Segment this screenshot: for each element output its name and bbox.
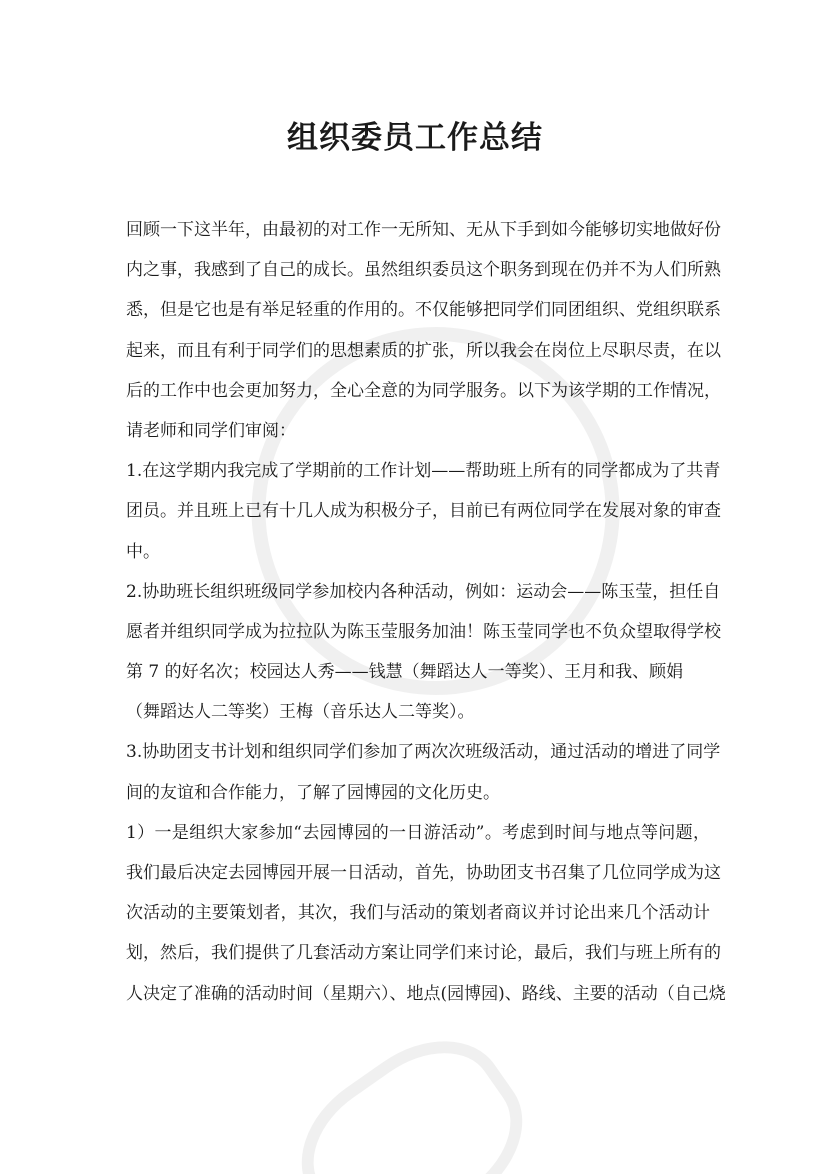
body-line: 2.协助班长组织班级同学参加校内各种活动，例如：运动会——陈玉莹，担任自: [126, 581, 721, 602]
document-title: 组织委员工作总结: [287, 120, 543, 156]
body-line: 人决定了准确的活动时间（星期六）、地点(园博园)、路线、主要的活动（自己烧: [126, 983, 726, 1004]
body-line: 3.协助团支书计划和组织同学们参加了两次次班级活动，通过活动的增进了同学: [126, 742, 721, 763]
body-line: 起来，而且有利于同学们的思想素质的扩张，所以我会在岗位上尽职尽责，在以: [126, 340, 721, 361]
body-line: 划，然后，我们提供了几套活动方案让同学们来讨论，最后，我们与班上所有的: [126, 943, 721, 964]
body-line: 请老师和同学们审阅：: [126, 420, 296, 441]
document-body: [126, 210, 726, 1014]
body-line: 第 7 的好名次；校园达人秀——钱慧（舞蹈达人一等奖）、王月和我、顾娟: [126, 662, 684, 683]
body-line: 次活动的主要策划者，其次，我们与活动的策划者商议并讨论出来几个活动计: [126, 903, 710, 924]
body-line: 回顾一下这半年，由最初的对工作一无所知、无从下手到如今能够切实地做好份: [126, 220, 721, 240]
body-line: 内之事，我感到了自己的成长。虽然组织委员这个职务到现在仍并不为人们所熟: [126, 260, 721, 281]
body-line: 团员。并且班上已有十几人成为积极分子，目前已有两位同学在发展对象的审查: [126, 501, 721, 522]
watermark-fragment: [273, 1011, 551, 1174]
body-line: 中。: [126, 541, 160, 562]
body-line: 间的友谊和合作能力，了解了园博园的文化历史。: [126, 782, 500, 803]
body-line: 后的工作中也会更加努力，全心全意的为同学服务。以下为该学期的工作情况，: [126, 380, 721, 401]
body-line: 1）一是组织大家参加“去园博园的一日游活动”。考虑到时间与地点等问题，: [126, 822, 710, 843]
body-line: 悉，但是它也是有举足轻重的作用的。不仅能够把同学们同团组织、党组织联系: [126, 300, 721, 321]
body-line: 1.在这学期内我完成了学期前的工作计划——帮助班上所有的同学都成为了共青: [126, 461, 721, 482]
body-line: 我们最后决定去园博园开展一日活动，首先，协助团支书召集了几位同学成为这: [126, 863, 721, 883]
body-line: （舞蹈达人二等奖）王梅（音乐达人二等奖）。: [126, 702, 475, 723]
body-line: 愿者并组织同学成为拉拉队为陈玉莹服务加油！陈玉莹同学也不负众望取得学校: [126, 621, 721, 642]
